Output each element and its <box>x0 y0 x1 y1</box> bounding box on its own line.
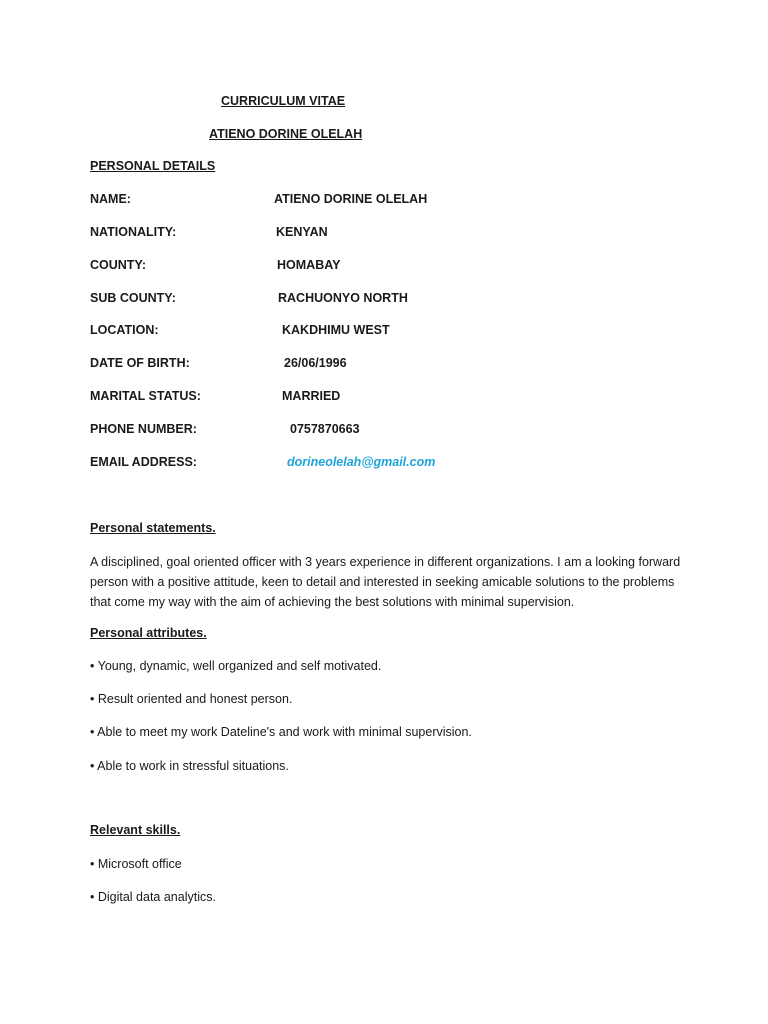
personal-attributes-heading: Personal attributes. <box>90 626 207 640</box>
detail-value-marital-status: MARRIED <box>282 389 341 403</box>
relevant-skills-heading: Relevant skills. <box>90 823 181 837</box>
attribute-item: • Young, dynamic, well organized and self motivated. <box>90 659 382 673</box>
detail-value-date-of-birth: 26/06/1996 <box>284 356 347 370</box>
personal-statements-heading: Personal statements. <box>90 521 216 535</box>
detail-label-email-address: EMAIL ADDRESS: <box>90 455 197 469</box>
detail-label-nationality: NATIONALITY: <box>90 225 177 239</box>
detail-label-phone-number: PHONE NUMBER: <box>90 422 197 436</box>
detail-label-marital-status: MARITAL STATUS: <box>90 389 201 403</box>
attribute-item: • Able to work in stressful situations. <box>90 759 289 773</box>
email-link[interactable]: dorineolelah@gmail.com <box>287 455 436 469</box>
personal-statement-paragraph: A disciplined, goal oriented officer with 3 years experience in different organizations. I am a looking forward person with a positive attitude, keen to detail and interested in seeking amicable solutions to the problems that come my way with the aim of achieving the best solutions with minimal supervision. <box>90 555 681 609</box>
detail-value-nationality: KENYAN <box>276 225 328 239</box>
skill-item: • Microsoft office <box>90 857 182 871</box>
detail-label-sub-county: SUB COUNTY: <box>90 291 176 305</box>
detail-label-county: COUNTY: <box>90 258 147 272</box>
detail-label-name: NAME: <box>90 192 131 206</box>
attribute-item: • Able to meet my work Dateline's and work with minimal supervision. <box>90 725 472 739</box>
attribute-item: • Result oriented and honest person. <box>90 692 293 706</box>
detail-label-date-of-birth: DATE OF BIRTH: <box>90 356 190 370</box>
personal-details-heading: PERSONAL DETAILS <box>90 159 216 173</box>
detail-value-name: ATIENO DORINE OLELAH <box>274 192 428 206</box>
skill-item: • Digital data analytics. <box>90 890 216 904</box>
detail-value-location: KAKDHIMU WEST <box>282 323 390 337</box>
document-subtitle-name: ATIENO DORINE OLELAH <box>209 127 363 141</box>
detail-value-county: HOMABAY <box>277 258 341 272</box>
detail-value-phone-number: 0757870663 <box>290 422 360 436</box>
detail-value-sub-county: RACHUONYO NORTH <box>278 291 408 305</box>
document-title: CURRICULUM VITAE <box>221 94 346 108</box>
detail-label-location: LOCATION: <box>90 323 159 337</box>
